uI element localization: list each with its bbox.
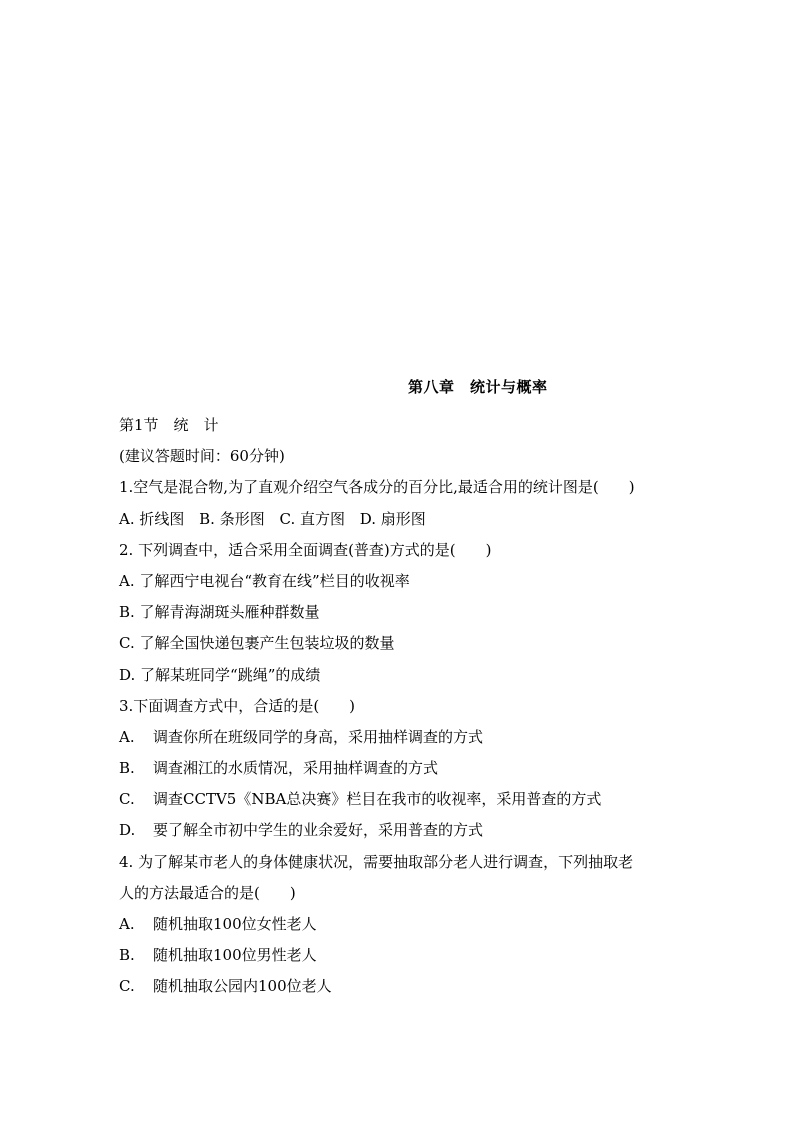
option-text: 调查CCTV5《NBA总决赛》栏目在我市的收视率，采用普查的方式 [153, 790, 602, 809]
question-3-option-c [119, 784, 679, 815]
option-text: 调查你所在班级同学的身高，采用抽样调查的方式 [153, 727, 484, 746]
option-label: B. [119, 946, 135, 965]
question-1-option-b: B. 条形图 [199, 509, 265, 528]
option-label: C. [119, 977, 135, 996]
question-1-option-c: C. 直方图 [279, 509, 345, 528]
question-2-option-d: D. 了解某班同学“跳绳”的成绩 [119, 665, 321, 684]
question-1-stem: 1.空气是混合物,为了直观介绍空气各成分的百分比,最适合用的统计图是( ) [119, 478, 635, 497]
question-3-option-d [119, 815, 679, 846]
question-3-stem: 3.下面调查方式中，合适的是( ) [119, 696, 356, 715]
question-4-stem-line-2: 人的方法最适合的是( ) [119, 883, 296, 902]
section-title: 第1节 统 计 [119, 416, 219, 434]
question-4-stem-line-1: 4. 为了解某市老人的身体健康状况，需要抽取部分老人进行调查，下列抽取老 [119, 852, 634, 871]
option-label: C. [119, 790, 135, 809]
question-2-option-c: C. 了解全国快递包裹产生包装垃圾的数量 [119, 634, 395, 653]
option-label: A. [119, 915, 135, 933]
option-label: B. [119, 759, 135, 778]
option-label: A. [119, 727, 135, 746]
question-3-option-b [119, 753, 679, 784]
time-note: (建议答题时间：60分钟) [119, 447, 285, 466]
question-4-option-c [119, 971, 679, 1002]
question-2-option-b: B. 了解青海湖斑头雁种群数量 [119, 603, 320, 622]
question-2-option-a: A. 了解西宁电视台“教育在线”栏目的收视率 [119, 571, 410, 590]
option-text: 随机抽取公园内100位老人 [153, 977, 332, 996]
question-4-option-a [119, 909, 679, 940]
question-3-option-a [119, 722, 679, 753]
option-text: 随机抽取100位男性老人 [153, 946, 317, 965]
option-label: D. [119, 821, 136, 840]
option-text: 调查湘江的水质情况，采用抽样调查的方式 [153, 759, 439, 778]
document-body [119, 410, 679, 1003]
option-text: 要了解全市初中学生的业余爱好，采用普查的方式 [153, 821, 484, 840]
chapter-title: 第八章 统计与概率 [408, 378, 548, 396]
question-2-stem: 2. 下列调查中，适合采用全面调查(普查)方式的是( ) [119, 540, 492, 559]
option-text: 随机抽取100位女性老人 [153, 915, 317, 933]
question-1-option-d: D. 扇形图 [359, 509, 426, 528]
question-1-option-a: A. 折线图 [119, 509, 185, 528]
question-1-options [119, 504, 679, 535]
question-4-option-b [119, 940, 679, 971]
